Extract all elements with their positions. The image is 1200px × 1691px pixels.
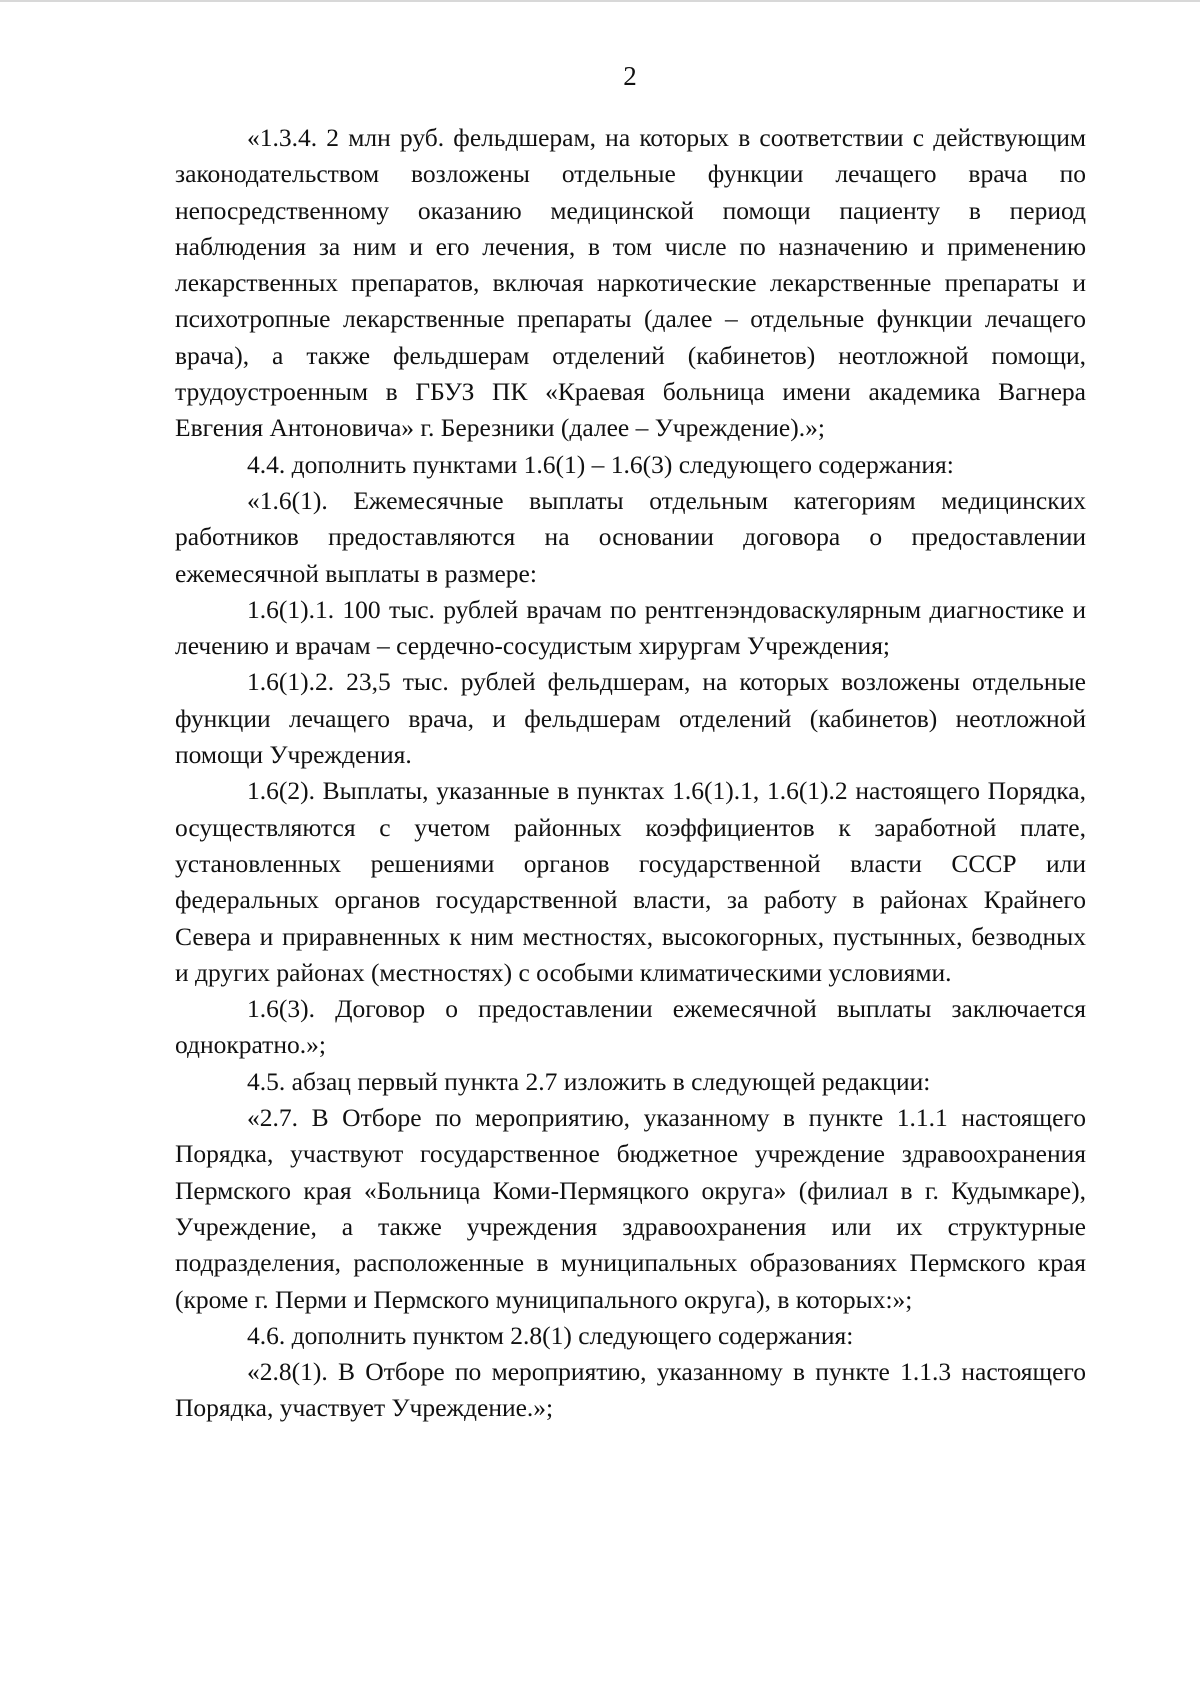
paragraph-1-6-1: «1.6(1). Ежемесячные выплаты отдельным категориям медицинских работников предоставляются на основании договора о предоставлении ежемесячной выплаты в размере: [175,485,1086,588]
page-number: 2 [623,61,637,91]
paragraph-1-6-3: 1.6(3). Договор о предоставлении ежемесячной выплаты заключается однократно.»; [175,994,1086,1060]
paragraph-1-3-4: «1.3.4. 2 млн руб. фельдшерам, на которых в соответствии с действующим законодательством возложены отдельные функции лечащего врача по непосредственному оказанию медицинской помощи пациенту в период наблюдения за ним и его лечения, в том числе по назначению и применению лекарственных препаратов, включая наркотические лекарственные препараты и психотропные лекарственные препараты (далее – отдельные функции лечащего врача), а также фельдшерам отделений (кабинетов) неотложной помощи, трудоустроенным в ГБУЗ ПК «Краевая больница имени академика Вагнера Евгения Антоновича» г. Березники (далее – Учреждение).»; [175,123,1086,443]
paragraph-1-6-2: 1.6(2). Выплаты, указанные в пунктах 1.6(1).1, 1.6(1).2 настоящего Порядка, осуществляются с учетом районных коэффициентов к заработной плате, установленных решениями органов государственной власти СССР или федеральных органов государственной власти, за работу в районах Крайнего Севера и приравненных к ним местностях, высокогорных, пустынных, безводных и других районах (местностях) с особыми климатическими условиями. [175,776,1086,987]
paragraph-4-4: 4.4. дополнить пунктами 1.6(1) – 1.6(3) следующего содержания: [247,449,954,479]
paragraph-4-5: 4.5. абзац первый пункта 2.7 изложить в следующей редакции: [247,1066,931,1096]
document-body [175,120,1086,1427]
paragraph-1-6-1-2: 1.6(1).2. 23,5 тыс. рублей фельдшерам, на которых возложены отдельные функции лечащего врача, и фельдшерам отделений (кабинетов) неотложной помощи Учреждения. [175,667,1086,770]
paragraph-1-6-1-1: 1.6(1).1. 100 тыс. рублей врачам по рентгенэндоваскулярным диагностике и лечению и врачам – сердечно-сосудистым хирургам Учреждения; [175,594,1086,661]
paragraph-4-6: 4.6. дополнить пунктом 2.8(1) следующего содержания: [247,1320,854,1350]
paragraph-2-8-1: «2.8(1). В Отборе по мероприятию, указанному в пункте 1.1.3 настоящего Порядка, участвует Учреждение.»; [175,1357,1086,1423]
paragraph-2-7: «2.7. В Отборе по мероприятию, указанному в пункте 1.1.1 настоящего Порядка, участвуют государственное бюджетное учреждение здравоохранения Пермского края «Больница Коми-Пермяцкого округа» (филиал в г. Кудымкаре), Учреждение, а также учреждения здравоохранения или их структурные подразделения, расположенные в муниципальных образованиях Пермского края (кроме г. Перми и Пермского муниципального округа), в которых:»; [175,1103,1086,1314]
page-top-border [0,0,1200,2]
